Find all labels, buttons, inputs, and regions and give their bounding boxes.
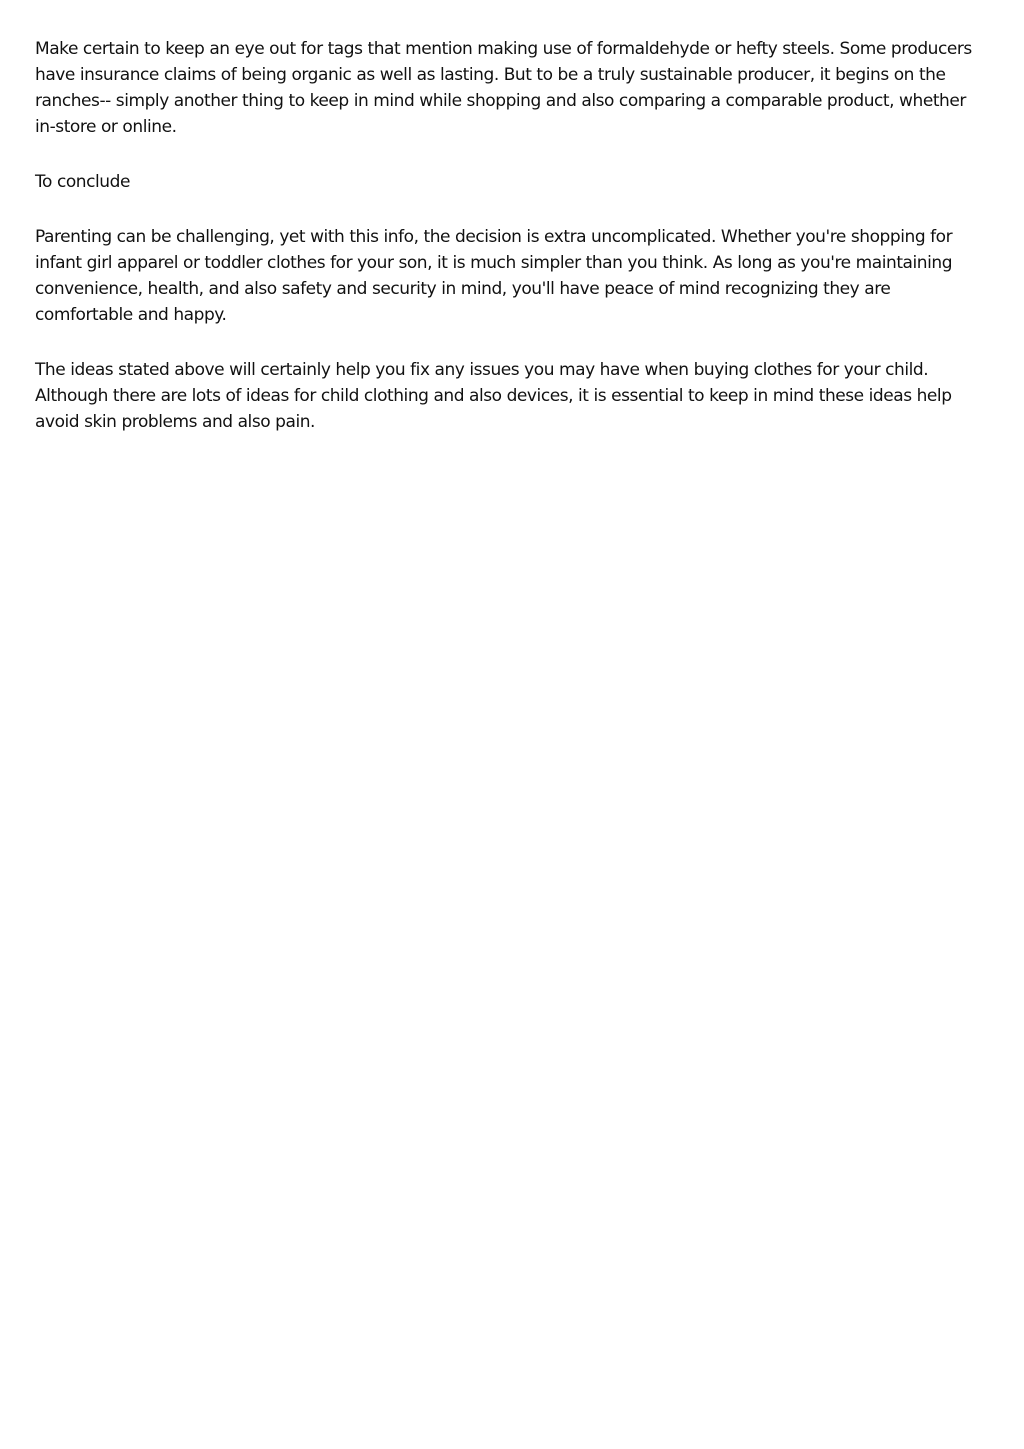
document-page bbox=[35, 36, 990, 464]
paragraph-formaldehyde-tags: Make certain to keep an eye out for tags that mention making use of formaldehyde or hefty steels. Some producers have insurance claims of being organic as well as lasting. But to be a truly sustainable producer, it begins on the ranches-- simply another thing to keep in mind while shopping and also comparing a comparable product, whether in-store or online. bbox=[35, 39, 972, 137]
section-heading-to-conclude: To conclude bbox=[35, 172, 130, 192]
paragraph-ideas-summary: The ideas stated above will certainly help you fix any issues you may have when buying clothes for your child. Although there are lots of ideas for child clothing and also devices, it is essential to keep in mind these ideas help avoid skin problems and also pain. bbox=[35, 360, 952, 432]
paragraph-parenting: Parenting can be challenging, yet with this info, the decision is extra uncomplicated. Whether you're shopping for infant girl apparel or toddler clothes for your son, it is much simpler than you think. As long as you're maintaining convenience, health, and also safety and security in mind, you'll have peace of mind recognizing they are comfortable and happy. bbox=[35, 227, 953, 325]
